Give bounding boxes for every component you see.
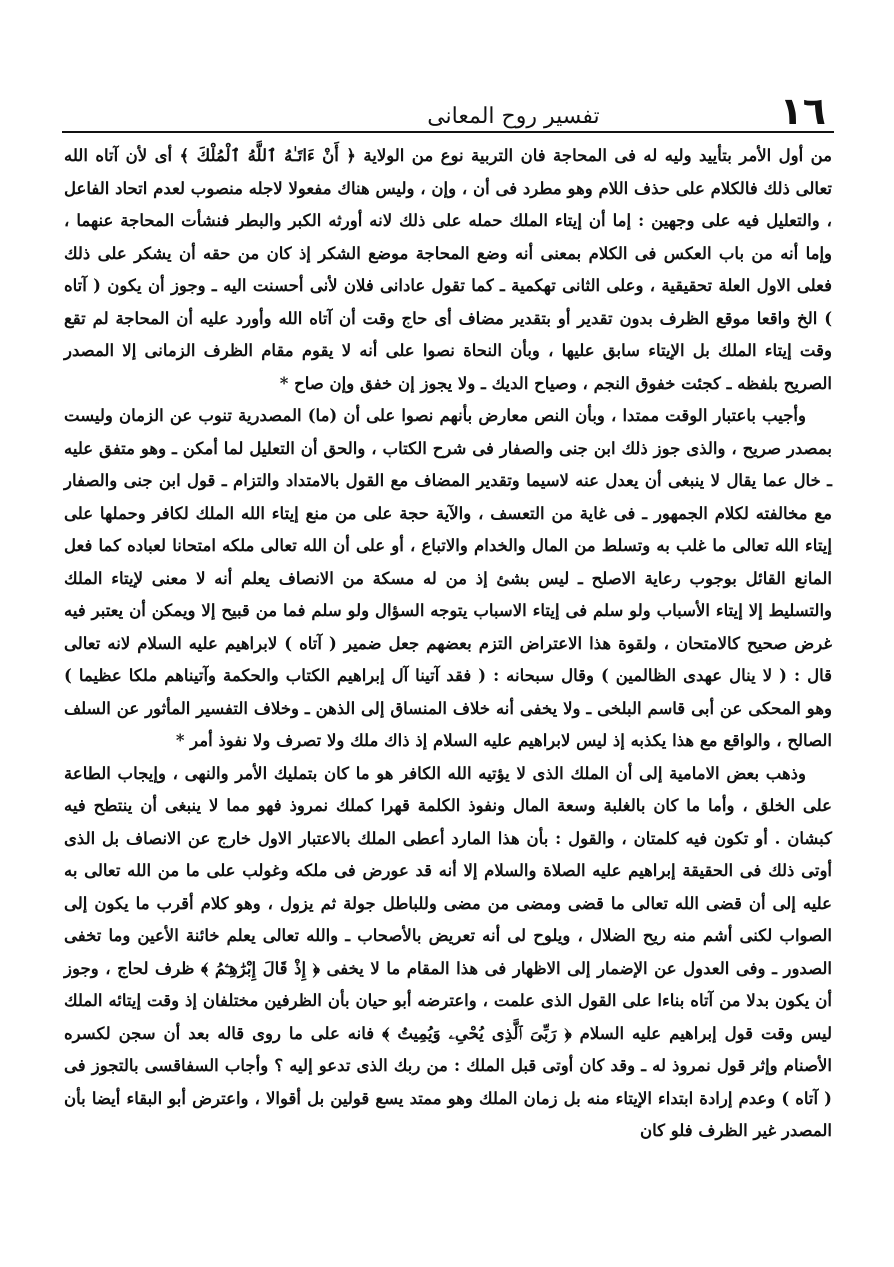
body-text — [64, 140, 832, 1148]
paragraph-1: من أول الأمر بتأييد وليه له فى المحاجة فان التربية نوع من الولاية ﴿ أَنْ ءَاتَـٰهُ ٱللَّهُ ٱلْمُلْكَ ﴾ أى لأن آتاه الله تعالى ذلك فالكلام على حذف اللام وهو مطرد فى أن ، وإن ، وليس هناك مفعولا لاجله منصوب لعدم اتحاد الفاعل ، والتعليل فيه على وجهين : إما أن إيتاء الملك حمله على ذلك لانه أورثه الكبر والبطر فنشأت المحاجة عنهما ، وإما أنه من باب العكس فى الكلام بمعنى أنه وضع المحاجة موضع الشكر إذ كان من حقه أن يشكر على ذلك فعلى الاول العلة تحقيقية ، وعلى الثانى تهكمية ـ كما تقول عادانى فلان لأنى أحسنت اليه ـ وجوز أن يكون ( آتاه ) الخ واقعا موقع الظرف بدون تقدير أو بتقدير مضاف أى حاج وقت أن آتاه الله وأورد عليه أن المحاجة لم تقع وقت إيتاء الملك بل الإيتاء سابق عليها ، وبأن النحاة نصوا على أنه لا يقوم مقام الظرف الزمانى إلا المصدر الصريح بلفظه ـ كجئت خفوق النجم ، وصياح الديك ـ ولا يجوز إن خفق وإن صاح * — [64, 146, 832, 393]
paragraph-2: وأجيب باعتبار الوقت ممتدا ، وبأن النص معارض بأنهم نصوا على أن (ما) المصدرية تنوب عن الزمان وليست بمصدر صريح ، والذى جوز ذلك ابن جنى والصفار فى شرح الكتاب ، والحق أن التعليل لما أمكن ـ وهو متفق عليه ـ خال عما يقال لا ينبغى أن يعدل عنه لاسيما وتقدير المضاف مع القول بالامتداد والتزام ـ قول ابن جنى والصفار مع مخالفته لكلام الجمهور ـ فى غاية من التعسف ، والآية حجة على من منع إيتاء الله الملك لكافر وحملها على إيتاء الله تعالى ما غلب به وتسلط من المال والخدام والاتباع ، أو على أن الله تعالى ملكه امتحانا لعباده كما فعل المانع القائل بوجوب رعاية الاصلح ـ ليس بشئ إذ من له مسكة من الانصاف يعلم أنه لا معنى لإيتاء الملك والتسليط إلا إيتاء الأسباب ولو سلم فى إيتاء الاسباب يتوجه السؤال ولو سلم فما من قبيح إلا ويمكن أن يعتبر فيه غرض صحيح كالامتحان ، ولقوة هذا الاعتراض التزم بعضهم جعل ضمير ( آتاه ) لابراهيم عليه السلام لانه تعالى قال : ( لا ينال عهدى الظالمين ) وقال سبحانه : ( فقد آتينا آل إبراهيم الكتاب والحكمة وآتيناهم ملكا عظيما ) وهو المحكى عن أبى قاسم البلخى ـ ولا يخفى أنه خلاف المنساق إلى الذهن ـ وخلاف التفسير المأثور عن السلف الصالح ، والواقع مع هذا يكذبه إذ ليس لابراهيم عليه السلام إذ ذاك ملك ولا تصرف ولا نفوذ أمر * — [64, 406, 832, 750]
page-header — [60, 84, 834, 133]
page-number: ١٦ — [779, 89, 826, 133]
header-rule — [62, 131, 834, 133]
paragraph-3: وذهب بعض الامامية إلى أن الملك الذى لا يؤتيه الله الكافر هو ما كان بتمليك الأمر والنهى ، وإيجاب الطاعة على الخلق ، وأما ما كان بالغلبة وسعة المال ونفوذ الكلمة قهرا كملك نمروذ فهو مما لا ينبغى أن ينتطح فيه كبشان . أو تكون فيه كلمتان ، والقول : بأن هذا المارد أعطى الملك بالاعتبار الاول خارج عن الانصاف بل الذى أوتى ذلك فى الحقيقة إبراهيم عليه الصلاة والسلام إلا أنه قد عورض فى ملكه وغولب على ما من الله تعالى به عليه إلى أن قضى الله تعالى ما قضى ومضى من مضى وللباطل جولة ثم يزول ، وهو كلام أقرب ما يكون إلى الصواب لكنى أشم منه ريح الضلال ، ويلوح لى أنه تعريض بالأصحاب ـ والله تعالى يعلم خائنة الأعين وما تخفى الصدور ـ وفى العدول عن الإضمار إلى الاظهار فى هذا المقام ما لا يخفى ﴿ إِذْ قَالَ إِبْرَٰهِـۧمُ ﴾ ظرف لحاج ، وجوز أن يكون بدلا من آتاه بناءا على القول الذى علمت ، واعترضه أبو حيان بأن الظرفين مختلفان إذ وقت إيتائه الملك ليس وقت قول إبراهيم عليه السلام ﴿ رَبِّىَ ٱلَّذِى يُحْىِۦ وَيُمِيتُ ﴾ فانه على ما روى قاله بعد أن سجن لكسره الأصنام وإثر قول نمروذ له ـ وقد كان أوتى قبل الملك : من ربك الذى تدعو إليه ؟ وأجاب السفاقسى بالتجوز فى ( آتاه ) وعدم إرادة ابتداء الإيتاء منه بل زمان الملك وهو ممتد يسع قولين بل أقوالا ، واعترض أبو البقاء أيضا بأن المصدر غير الظرف فلو كان — [64, 763, 832, 1140]
running-title: تفسير روح المعانى — [427, 103, 600, 129]
